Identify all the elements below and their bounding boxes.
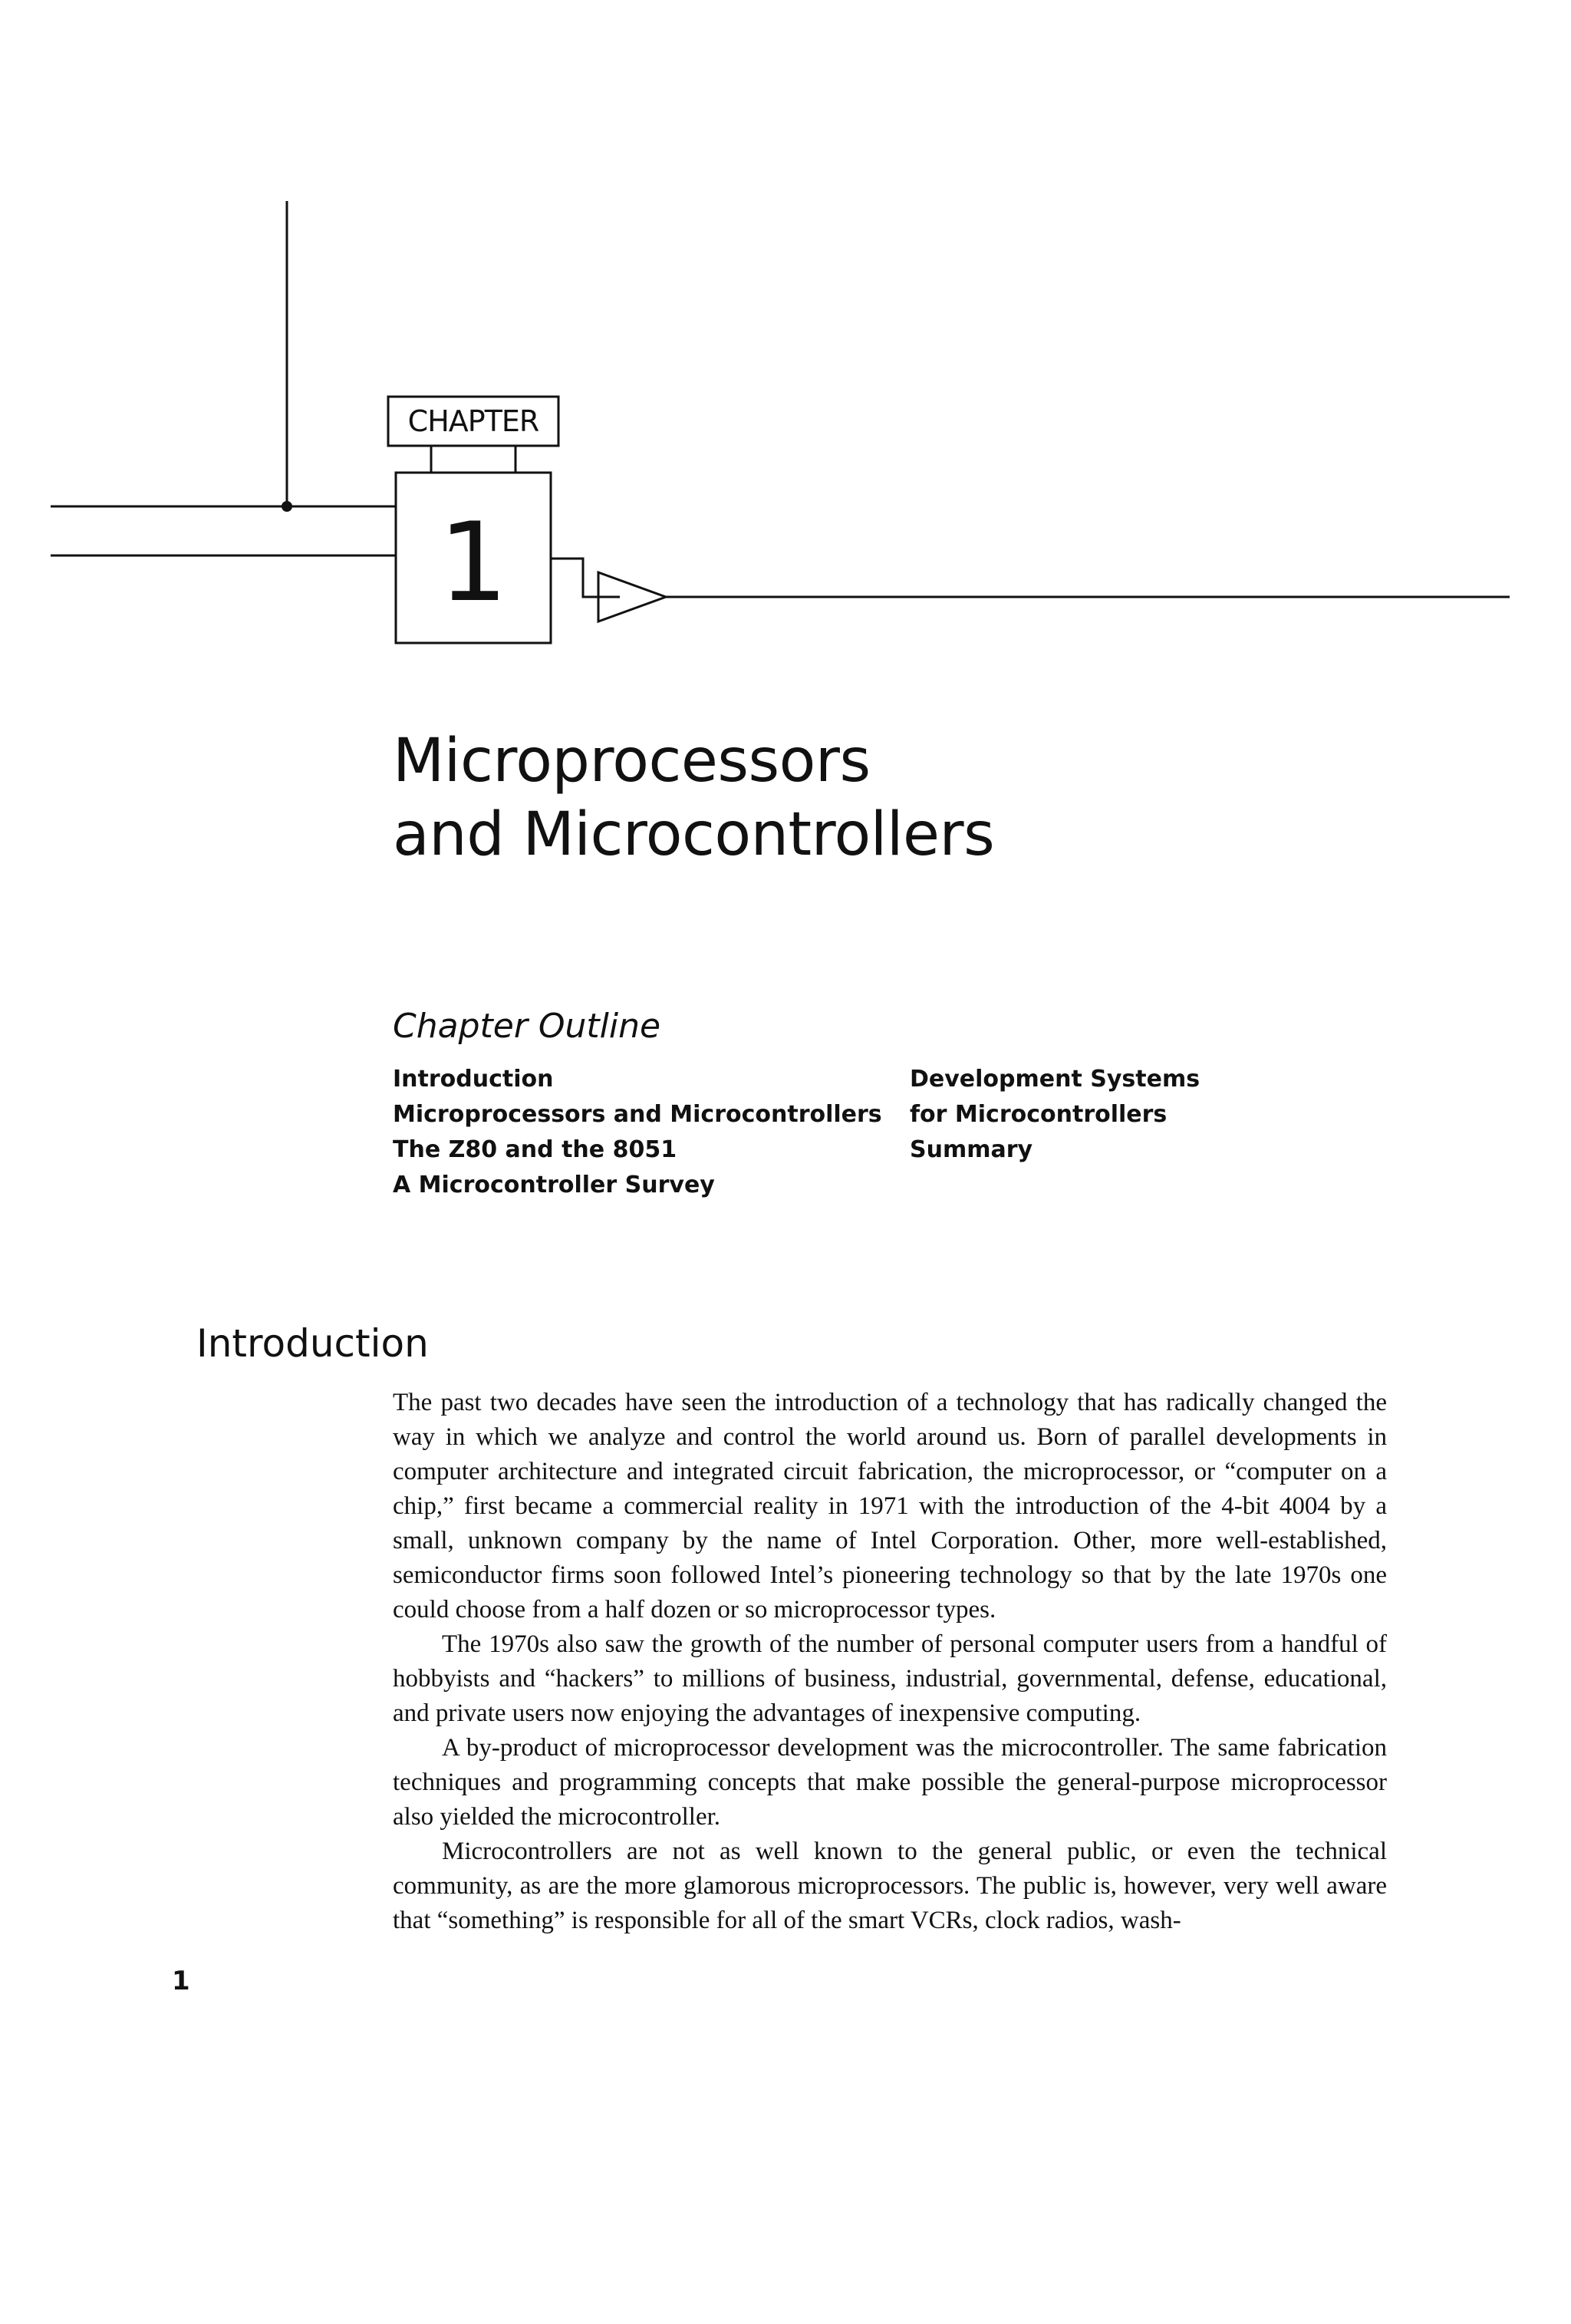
chapter-number: 1	[438, 499, 509, 626]
page-number: 1	[172, 1966, 190, 1996]
chapter-title-line-2: and Microcontrollers	[393, 800, 995, 869]
outline-right-column	[910, 1062, 1385, 1168]
outline-item: The Z80 and the 8051	[393, 1136, 677, 1163]
outline-item: for Microcontrollers	[910, 1101, 1168, 1128]
junction-dot	[282, 501, 292, 512]
paragraph: The 1970s also saw the growth of the number of personal computer users from a handful of hobbyists and “hackers” to millions of business, industrial, governmental, defense, educational, and private users now enjoying the advantages of inexpensive computing.	[393, 1630, 1387, 1727]
chapter-title-line-1: Microprocessors	[393, 727, 871, 796]
chapter-label: CHAPTER	[407, 404, 539, 438]
section-heading: Introduction	[196, 1321, 429, 1366]
outline-item: Microprocessors and Microcontrollers	[393, 1101, 882, 1128]
body-text	[393, 1386, 1387, 1938]
outline-item: A Microcontroller Survey	[393, 1172, 715, 1198]
paragraph: The past two decades have seen the introduction of a technology that has radically changed the way in which we analyze and control the world around us. Born of parallel developments in computer architecture and integrated circuit fabrication, the microprocessor, or “computer on a chip,” first became a commercial reality in 1971 with the introduction of the 4-bit 4004 by a small, unknown company by the name of Intel Corporation. Other, more well-established, semiconductor firms soon followed Intel’s pioneering technology so that by the late 1970s one could choose from a half dozen or so microprocessor types.	[393, 1389, 1387, 1624]
outline-item: Introduction	[393, 1066, 554, 1093]
outline-heading: Chapter Outline	[393, 1007, 661, 1046]
chapter-title	[393, 724, 1467, 872]
chapter-header-diagram	[0, 0, 1571, 691]
outline-left-column	[393, 1062, 882, 1203]
outline-item: Development Systems	[910, 1066, 1200, 1093]
paragraph: Microcontrollers are not as well known to the general public, or even the technical community, as are the more glamorous microprocessors. The public is, however, very well aware that “something” is responsible for all of the smart VCRs, clock radios, wash-	[393, 1838, 1387, 1934]
paragraph: A by-product of microprocessor development was the microcontroller. The same fabrication techniques and programming concepts that make possible the general-purpose microprocessor also yielded the microcontroller.	[393, 1734, 1387, 1831]
outline-item: Summary	[910, 1136, 1033, 1163]
output-wire	[551, 559, 620, 597]
